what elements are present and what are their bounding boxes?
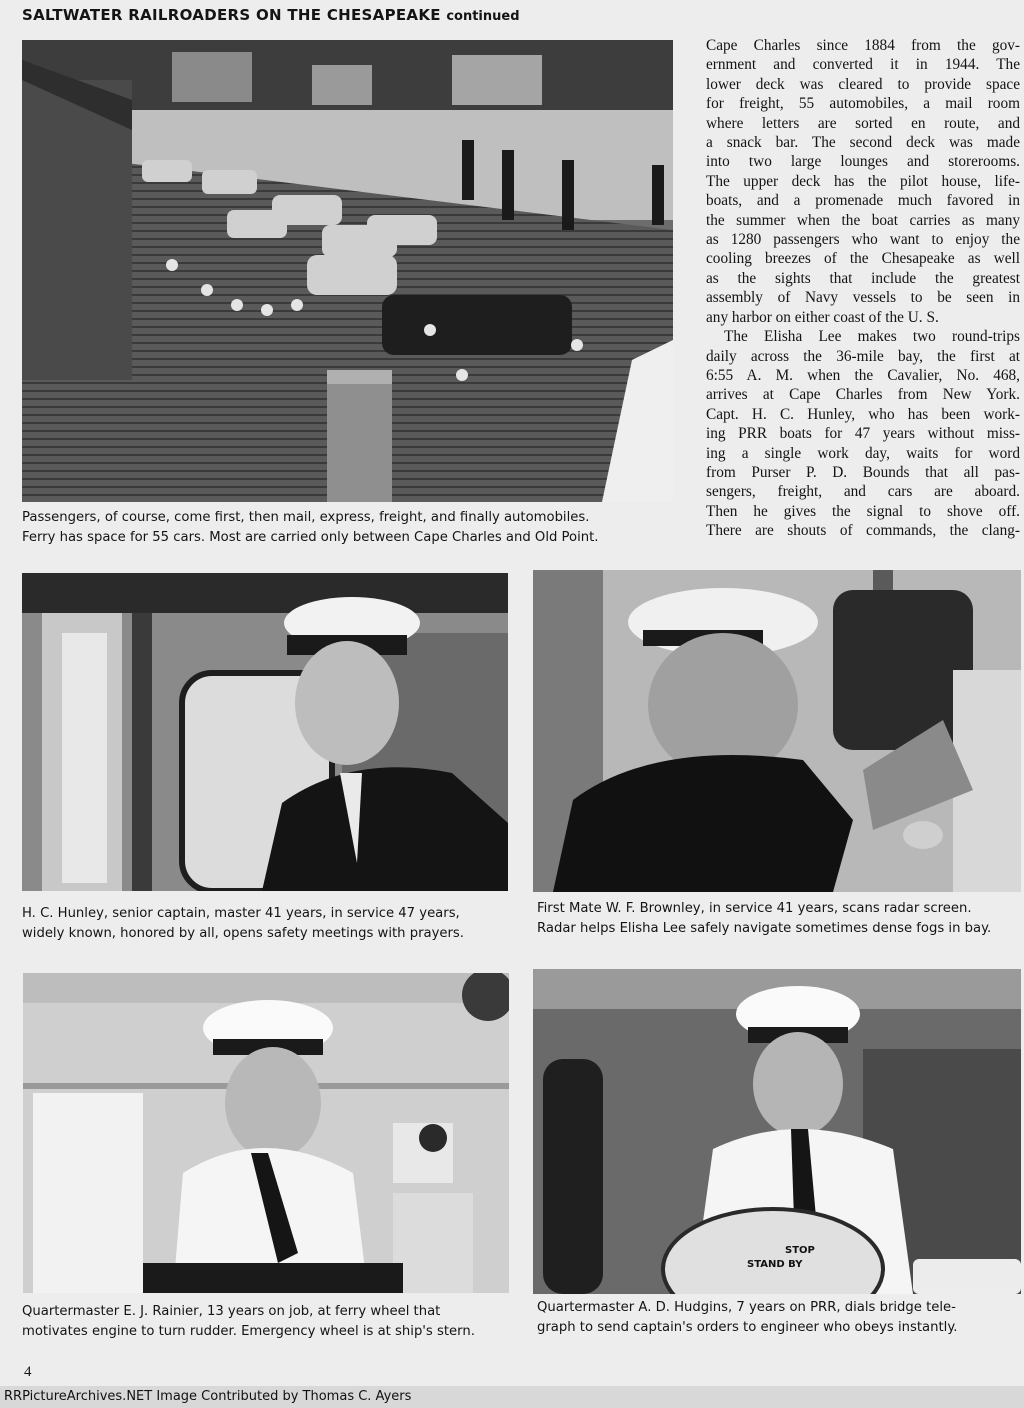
caption-line: widely known, honored by all, opens safety meetings with prayers. [22, 926, 464, 941]
article-column [706, 36, 1020, 541]
caption-line: motivates engine to turn rudder. Emergency wheel is at ship's stern. [22, 1324, 475, 1339]
image-credit: RRPictureArchives.NET Image Contributed by Thomas C. Ayers [0, 1386, 1024, 1408]
caption-brownley [537, 899, 991, 939]
article-line: sengers, freight, and cars are aboard. [706, 483, 1020, 501]
caption-line: Radar helps Elisha Lee safely navigate sometimes dense fogs in bay. [537, 921, 992, 936]
article-line: the summer when the boat carries as many [706, 211, 1020, 229]
caption-line: Quartermaster E. J. Rainier, 13 years on job, at ferry wheel that [22, 1304, 441, 1319]
article-line: ing a single work day, waits for word [706, 444, 1020, 462]
caption-line: H. C. Hunley, senior captain, master 41 years, in service 47 years, [22, 906, 460, 921]
photo-hudgins [533, 969, 1021, 1294]
article-line: Capt. H. C. Hunley, who has been work- [706, 405, 1020, 423]
article-line: The upper deck has the pilot house, life- [706, 172, 1020, 190]
article-line: as 1280 passengers who want to enjoy the [706, 231, 1020, 249]
photo-brownley [533, 570, 1021, 892]
caption-line: graph to send captain's orders to engineer who obeys instantly. [537, 1320, 958, 1335]
page-header [22, 6, 520, 24]
photo-hunley [22, 573, 508, 891]
article-line: Then he gives the signal to shove off. [706, 502, 1020, 520]
article-line: daily across the 36-mile bay, the first at [706, 347, 1020, 365]
article-line: 6:55 A. M. when the Cavalier, No. 468, [706, 366, 1020, 384]
caption-hunley [22, 904, 464, 944]
article-line: from Purser P. D. Bounds that all pas- [706, 463, 1020, 481]
photo-ferry-dock [22, 40, 673, 502]
telegraph-label-standby: STAND BY [747, 1259, 803, 1270]
caption-dock [22, 508, 598, 548]
header-title: SALTWATER RAILROADERS ON THE CHESAPEAKE [22, 6, 441, 24]
article-line: a snack bar. The second deck was made [706, 134, 1020, 152]
photo-rainier [23, 973, 509, 1293]
article-line: cooling breezes of the Chesapeake as well [706, 250, 1020, 268]
article-line: any harbor on either coast of the U. S. [706, 308, 939, 326]
article-line: ing PRR boats for 47 years without miss- [706, 425, 1020, 443]
telegraph-label-stop: STOP [785, 1245, 815, 1256]
article-line: ernment and converted it in 1944. The [706, 56, 1020, 74]
article-line: The Elisha Lee makes two round-trips [724, 328, 1020, 346]
caption-rainier [22, 1302, 475, 1342]
article-line: for freight, 55 automobiles, a mail room [706, 95, 1020, 113]
article-line: as the sights that include the greatest [706, 269, 1020, 287]
caption-line: Ferry has space for 55 cars. Most are carried only between Cape Charles and Old Point. [22, 530, 599, 545]
caption-hudgins [537, 1298, 957, 1338]
article-line: assembly of Navy vessels to be seen in [706, 289, 1020, 307]
article-line: arrives at Cape Charles from New York. [706, 386, 1020, 404]
caption-line: Quartermaster A. D. Hudgins, 7 years on PRR, dials bridge tele- [537, 1300, 956, 1315]
article-line: boats, and a promenade much favored in [706, 192, 1020, 210]
page-number: 4 [24, 1364, 32, 1380]
caption-line: Passengers, of course, come first, then mail, express, freight, and finally automobiles. [22, 510, 590, 525]
article-line: lower deck was cleared to provide space [706, 75, 1020, 93]
caption-line: First Mate W. F. Brownley, in service 41 years, scans radar screen. [537, 901, 972, 916]
article-line: where letters are sorted en route, and [706, 114, 1020, 132]
article-line: Cape Charles since 1884 from the gov- [706, 37, 1020, 54]
article-line: into two large lounges and storerooms. [706, 153, 1020, 171]
article-line: There are shouts of commands, the clang- [706, 522, 1020, 540]
header-continued: continued [446, 9, 520, 24]
